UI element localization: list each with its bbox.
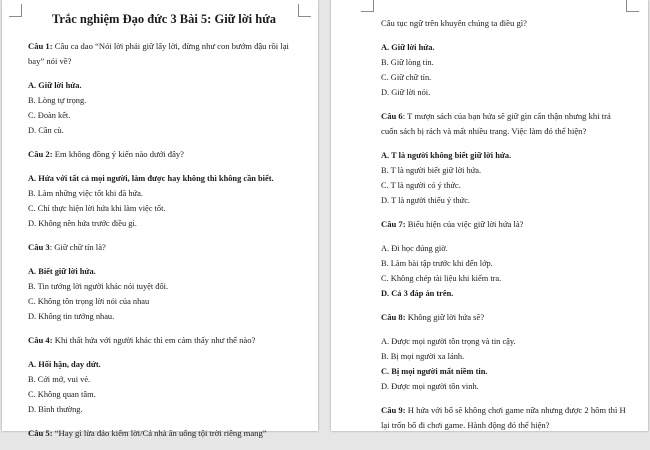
crop-mark-top-left [9,4,22,17]
options-question-3 [28,264,300,324]
options-question-4 [28,357,300,417]
answer-option: B. T là người biết giữ lời hứa. [381,166,482,175]
question-text: Câu ca dao “Nói lời phải giữ lấy lời, đừng như con bướm đậu rồi lại bay” nói về? [28,41,289,66]
answer-option: C. Bị mọi người mất niềm tin. [381,367,488,376]
question-text: “Hay gì lừa đảo kiếm lời/Cả nhà ăn uống tội trời riêng mang” [52,428,267,438]
question-9 [381,403,628,433]
answer-option: B. Cởi mở, vui vẻ. [28,375,91,384]
question-label: Câu 4: [28,335,53,345]
page-content-right [381,16,628,442]
answer-option: D. Giữ lời nói. [381,88,431,97]
options-question-8 [381,334,628,394]
answer-option: B. Tin tưởng lời người khác nói tuyệt đối. [28,282,169,291]
answer-option: B. Lòng tự trọng. [28,96,87,105]
question-2 [28,147,300,162]
question-1 [28,39,300,69]
question-4 [28,333,300,348]
question-label: Câu 1: [28,41,53,51]
question-7 [381,217,628,232]
question-label: Câu 3 [28,242,50,252]
answer-option: C. Chỉ thực hiện lời hứa khi làm việc tốt. [28,204,166,213]
answer-option: D. Bình thường. [28,405,83,414]
question-text: Biểu hiện của việc giữ lời hứa là? [405,219,524,229]
answer-option: A. Được mọi người tôn trọng và tin cậy. [381,337,516,346]
question-text: Không giữ lời hứa sẽ? [405,312,485,322]
document-page-right [331,0,648,431]
answer-option: C. Đoàn kết. [28,111,71,120]
crop-mark-top-right [626,0,639,12]
answer-option: A. Hối hận, day dứt. [28,360,101,369]
question-6 [381,109,628,139]
answer-option: A. Đi học đúng giờ. [381,244,448,253]
answer-option: C. T là người có ý thức. [381,181,461,190]
question-label: Câu 7: [381,219,406,229]
answer-option: A. Giữ lời hứa. [381,43,435,52]
document-page-left [2,0,318,438]
options-question-6 [381,148,628,208]
question-5 [28,426,300,441]
answer-option: D. Không nên hứa trước điều gì. [28,219,137,228]
answer-option: D. Cần cù. [28,126,64,135]
answer-option: A. Biết giữ lời hứa. [28,267,96,276]
answer-option: B. Giữ lòng tin. [381,58,434,67]
answer-option: B. Làm bài tập trước khi đến lớp. [381,259,493,268]
crop-mark-top-left [361,0,374,12]
options-question-5 [381,40,628,100]
question-label: Câu 9: [381,405,406,415]
question-label: Câu 6 [381,111,403,121]
answer-option: D. Được mọi người tôn vinh. [381,382,479,391]
answer-option: C. Giữ chữ tín. [381,73,432,82]
question-text: Khi thất hứa với người khác thì em cảm thấy như thế nào? [52,335,256,345]
answer-option: B. Bị mọi người xa lánh. [381,352,465,361]
options-question-7 [381,241,628,301]
answer-option: D. T là người thiếu ý thức. [381,196,471,205]
question-3 [28,240,300,255]
answer-option: C. Không chép tài liệu khi kiểm tra. [381,274,502,283]
answer-option: D. Không tin tưởng nhau. [28,312,115,321]
question-text: Em không đồng ý kiến nào dưới đây? [52,149,184,159]
answer-option: D. Cả 3 đáp án trên. [381,289,454,298]
answer-option: C. Không tôn trọng lời nói của nhau [28,297,150,306]
answer-option: A. T là người không biết giữ lời hứa. [381,151,512,160]
question-5-continued: Câu tục ngữ trên khuyên chúng ta điều gì? [381,18,527,28]
document-title: Trắc nghiệm Đạo đức 3 Bài 5: Giữ lời hứa [52,12,276,26]
question-text: : T mượn sách của bạn hứa sẽ giữ gìn cẩn thận nhưng khi trả cuốn sách bị rách và mất nhiều trang. Việc làm đó thể hiện? [381,111,611,136]
options-question-1 [28,78,300,138]
answer-option: A. Hứa với tất cả mọi người, làm được hay không thì không cần biết. [28,174,274,183]
question-text: H hứa với bố sẽ không chơi game nữa nhưng được 2 hôm thì H lại trốn bố đi chơi game. Hành động đó thể hiện? [381,405,626,430]
options-question-2 [28,171,300,231]
answer-option: C. Không quan tâm. [28,390,96,399]
question-label: Câu 8: [381,312,406,322]
question-label: Câu 2: [28,149,53,159]
question-text: : Giữ chữ tín là? [49,242,106,252]
answer-option: A. Giữ lời hứa. [28,81,82,90]
question-label: Câu 5: [28,428,53,438]
answer-option: B. Làm những việc tốt khi đã hứa. [28,189,143,198]
page-content-left [28,11,300,450]
question-8 [381,310,628,325]
